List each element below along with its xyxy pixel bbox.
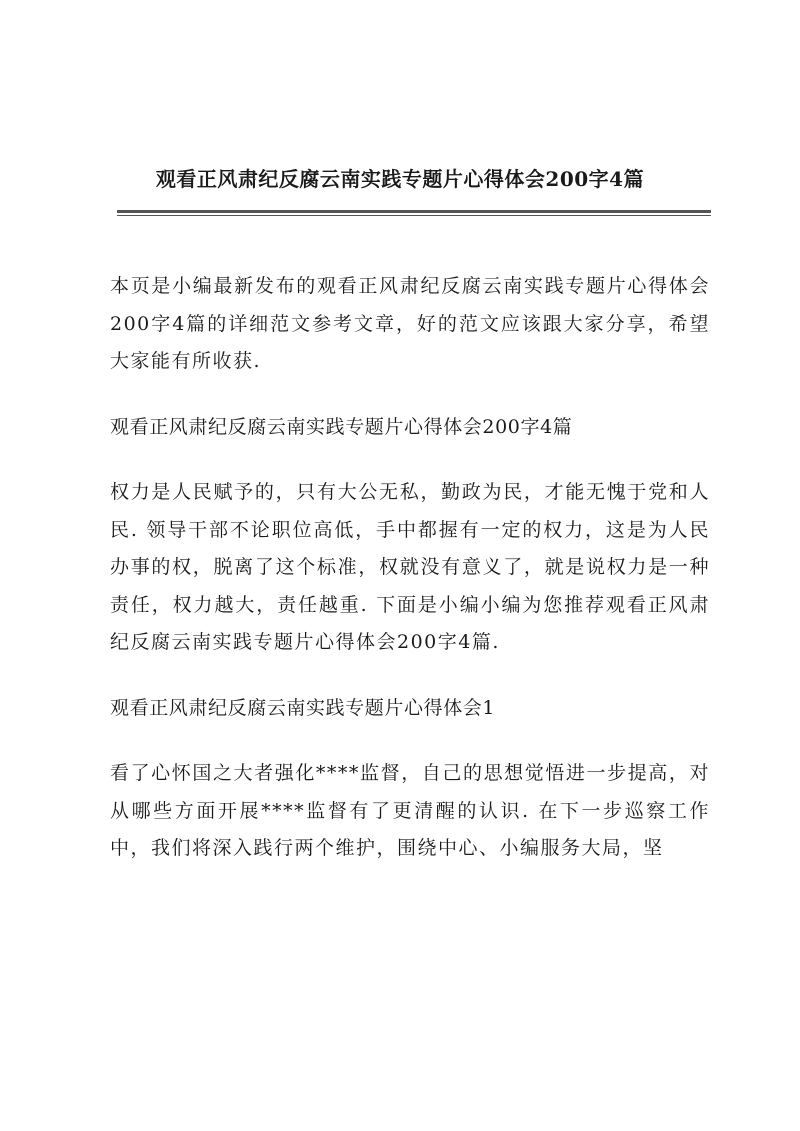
document-title: 观看正风肃纪反腐云南实践专题片心得体会200字4篇: [155, 167, 645, 191]
title-divider: [117, 210, 711, 213]
document-body: [110, 268, 710, 868]
body-paragraph-2: 看了心怀国之大者强化****监督，自己的思想觉悟进一步提高，对从哪些方面开展****监督有了更清醒的认识. 在下一步巡察工作中，我们将深入践行两个维护，围绕中心、小编服务大局，坚: [110, 762, 710, 859]
subtitle-line: 观看正风肃纪反腐云南实践专题片心得体会200字4篇: [110, 415, 573, 438]
section-heading: 观看正风肃纪反腐云南实践专题片心得体会1: [110, 696, 496, 719]
intro-paragraph: 本页是小编最新发布的观看正风肃纪反腐云南实践专题片心得体会200字4篇的详细范文参考文章，好的范文应该跟大家分享，希望大家能有所收获.: [110, 275, 710, 372]
body-paragraph-1: 权力是人民赋予的，只有大公无私，勤政为民，才能无愧于党和人民. 领导干部不论职位高低，手中都握有一定的权力，这是为人民办事的权，脱离了这个标准，权就没有意义了，就是说权力是一种责任，权力越大，责任越重. 下面是小编小编为您推荐观看正风肃纪反腐云南实践专题片心得体会200字4篇.: [110, 481, 710, 653]
